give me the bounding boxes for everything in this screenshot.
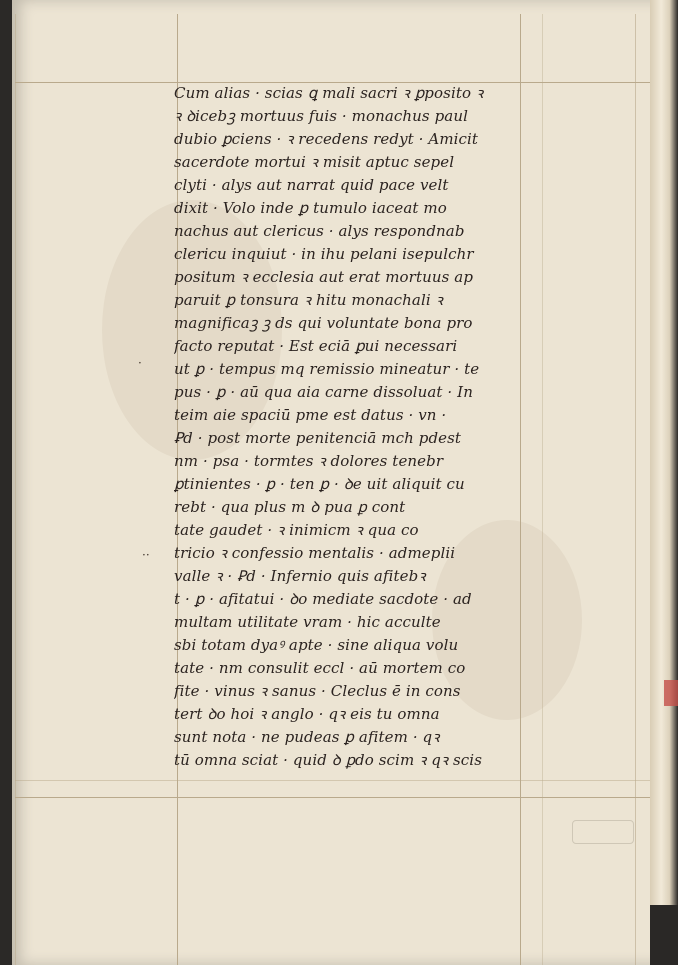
- text-line: Cum alias · scias ꝗ mali sacri ꝛ ꝑposito ꝛ: [174, 84, 484, 102]
- text-line: clyti · alys aut narrat quid pace velt: [174, 176, 449, 194]
- text-line: dixit · Volo inde ꝑ tumulo iaceat mo: [174, 199, 447, 217]
- text-line: tricio ꝛ confessio mentalis · admeplii: [174, 544, 456, 562]
- text-line: nm · psa · tormtes ꝛ dolores tenebr: [174, 452, 444, 470]
- text-line: sunt nota · ne pudeas ꝑ afitem · qꝛ: [174, 728, 440, 746]
- text-line: Ꝑd · post morte penitenciā mch pdest: [174, 429, 462, 447]
- text-line: teim aie spaciū pme est datus · vn ·: [174, 406, 447, 424]
- text-line: tate · nm consulit eccl · aū mortem co: [174, 659, 466, 677]
- text-line: nachus aut clericus · alys respondnab: [174, 222, 465, 240]
- text-line: sacerdote mortui ꝛ misit aptuc sepel: [174, 153, 455, 171]
- text-line: ꝑtinientes · ꝑ · ten ꝑ · ꝺe uit aliquit cu: [174, 475, 465, 493]
- text-line: positum ꝛ ecclesia aut erat mortuus ap: [174, 268, 474, 286]
- text-line: pus · ꝑ · aū qua aia carne dissoluat · In: [174, 383, 473, 401]
- text-line: sbi totam dyaꝰ apte · sine aliqua volu: [174, 636, 459, 654]
- text-line: tate gaudet · ꝛ inimicm ꝛ qua co: [174, 521, 419, 539]
- ruling-line: [15, 780, 655, 781]
- text-line: dubio ꝑciens · ꝛ recedens redyt · Amicit: [174, 130, 479, 148]
- text-column: [174, 82, 519, 772]
- ruling-line: [520, 14, 521, 965]
- text-line: ut ꝑ · tempus mq remissio mineatur · te: [174, 360, 480, 378]
- ruling-line: [15, 797, 655, 798]
- book-cover-edge: [650, 905, 678, 965]
- text-line: fite · vinus ꝛ sanus · Cleclus ē in cons: [174, 682, 461, 700]
- red-rubric-mark: [664, 680, 678, 706]
- ruling-line: [542, 14, 543, 965]
- text-line: tert ꝺo hoi ꝛ anglo · qꝛ eis tu omna: [174, 705, 440, 723]
- text-line: tū omna sciat · quid ꝺ ꝑdo scim ꝛ qꝛ scis: [174, 751, 483, 769]
- margin-dot: ··: [142, 548, 150, 562]
- text-line: magnificaꝫ ꝫ ds qui voluntate bona pro: [174, 314, 473, 332]
- text-line: paruit ꝑ tonsura ꝛ hitu monachali ꝛ: [174, 291, 443, 309]
- book-binding: [0, 0, 12, 965]
- margin-dot: ·: [138, 356, 142, 370]
- ruling-line: [635, 14, 636, 965]
- faded-offset-mark: [572, 820, 634, 844]
- text-line: clericu inquiut · in ihu pelani isepulchr: [174, 245, 474, 263]
- text-line: multam utilitate vram · hic acculte: [174, 613, 441, 631]
- text-line: ꝛ ꝺicebꝫ mortuus fuis · monachus paul: [174, 107, 468, 125]
- text-line: facto reputat · Est eciā ꝑui necessari: [174, 337, 458, 355]
- adjacent-page-edge: [650, 0, 678, 965]
- ruling-line: [15, 14, 16, 965]
- text-line: rebt · qua plus m ꝺ pua ꝑ cont: [174, 498, 406, 516]
- text-line: valle ꝛ · Ꝑd · Infernio quis afitebꝛ: [174, 567, 426, 585]
- text-line: t · ꝑ · afitatui · ꝺo mediate sacdote · ad: [174, 590, 472, 608]
